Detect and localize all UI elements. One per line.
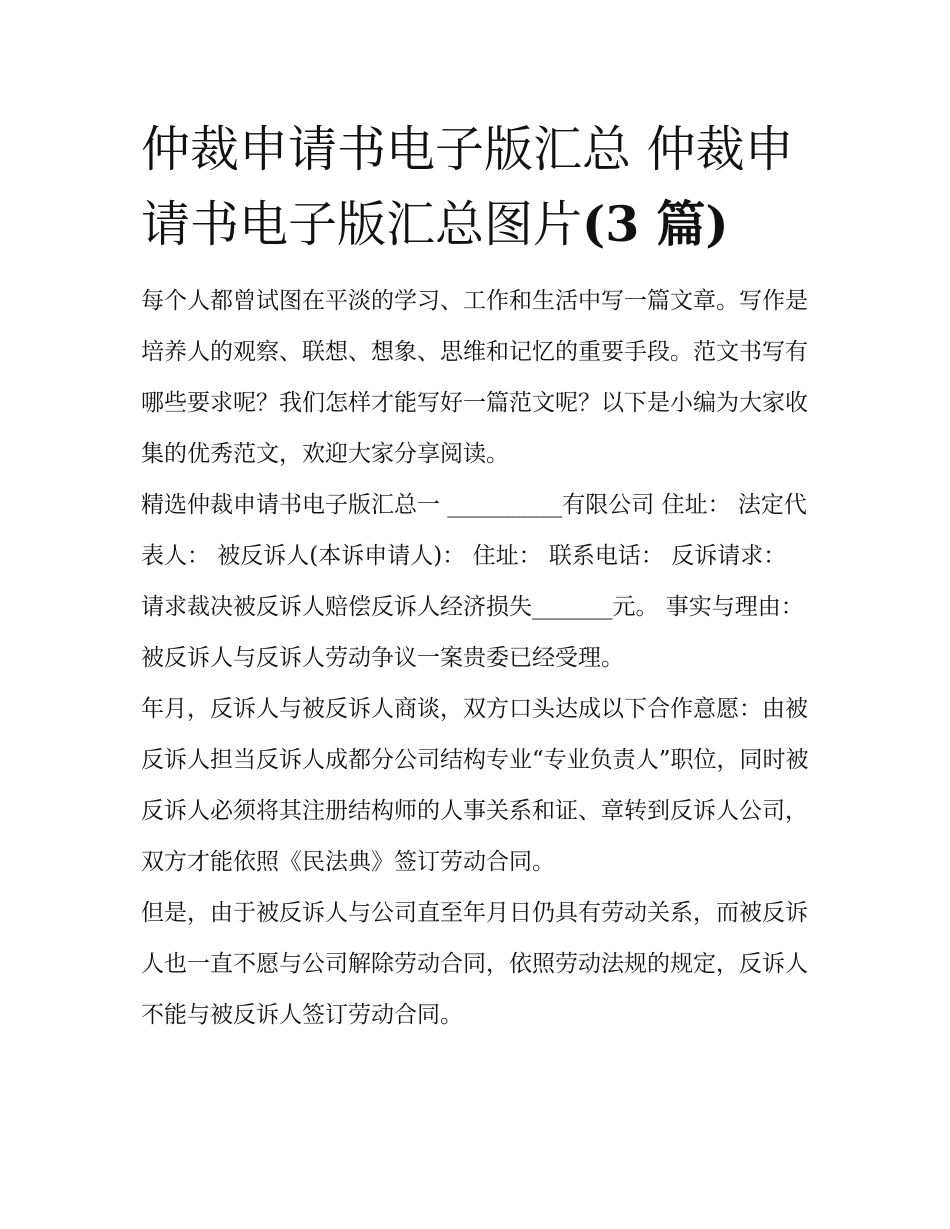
document-page (141, 112, 813, 1041)
paragraph-parties: 精选仲裁申请书电子版汇总一 __________有限公司 住址： 法定代表人： 被反诉人(本诉申请人)： 住址： 联系电话： 反诉请求： (141, 492, 807, 569)
title-main-text: 仲裁申请书电子版汇总 仲裁申请书电子版汇总图片 (141, 121, 794, 253)
paragraph-facts: 年月，反诉人与被反诉人商谈，双方口头达成以下合作意愿：由被反诉人担当反诉人成都分公司结构专业“专业负责人”职位，同时被反诉人必须将其注册结构师的人事关系和证、章转到反诉人公司，双方才能依照《民法典》签订劳动合同。 (141, 696, 809, 875)
title-count-text: (3 篇) (582, 195, 729, 253)
paragraph-claim: 请求裁决被反诉人赔偿反诉人经济损失_______元。 事实与理由： 被反诉人与反诉人劳动争议一案贵委已经受理。 (141, 594, 804, 671)
document-body (141, 276, 813, 1041)
paragraph-reason: 但是，由于被反诉人与公司直至年月日仍具有劳动关系，而被反诉人也一直不愿与公司解除劳动合同，依照劳动法规的规定，反诉人不能与被反诉人签订劳动合同。 (141, 900, 808, 1028)
paragraph-intro: 每个人都曾试图在平淡的学习、工作和生活中写一篇文章。写作是培养人的观察、联想、想象、思维和记忆的重要手段。范文书写有哪些要求呢？我们怎样才能写好一篇范文呢？以下是小编为大家收集的优秀范文，欢迎大家分享阅读。 (141, 288, 808, 467)
document-title (141, 112, 813, 262)
